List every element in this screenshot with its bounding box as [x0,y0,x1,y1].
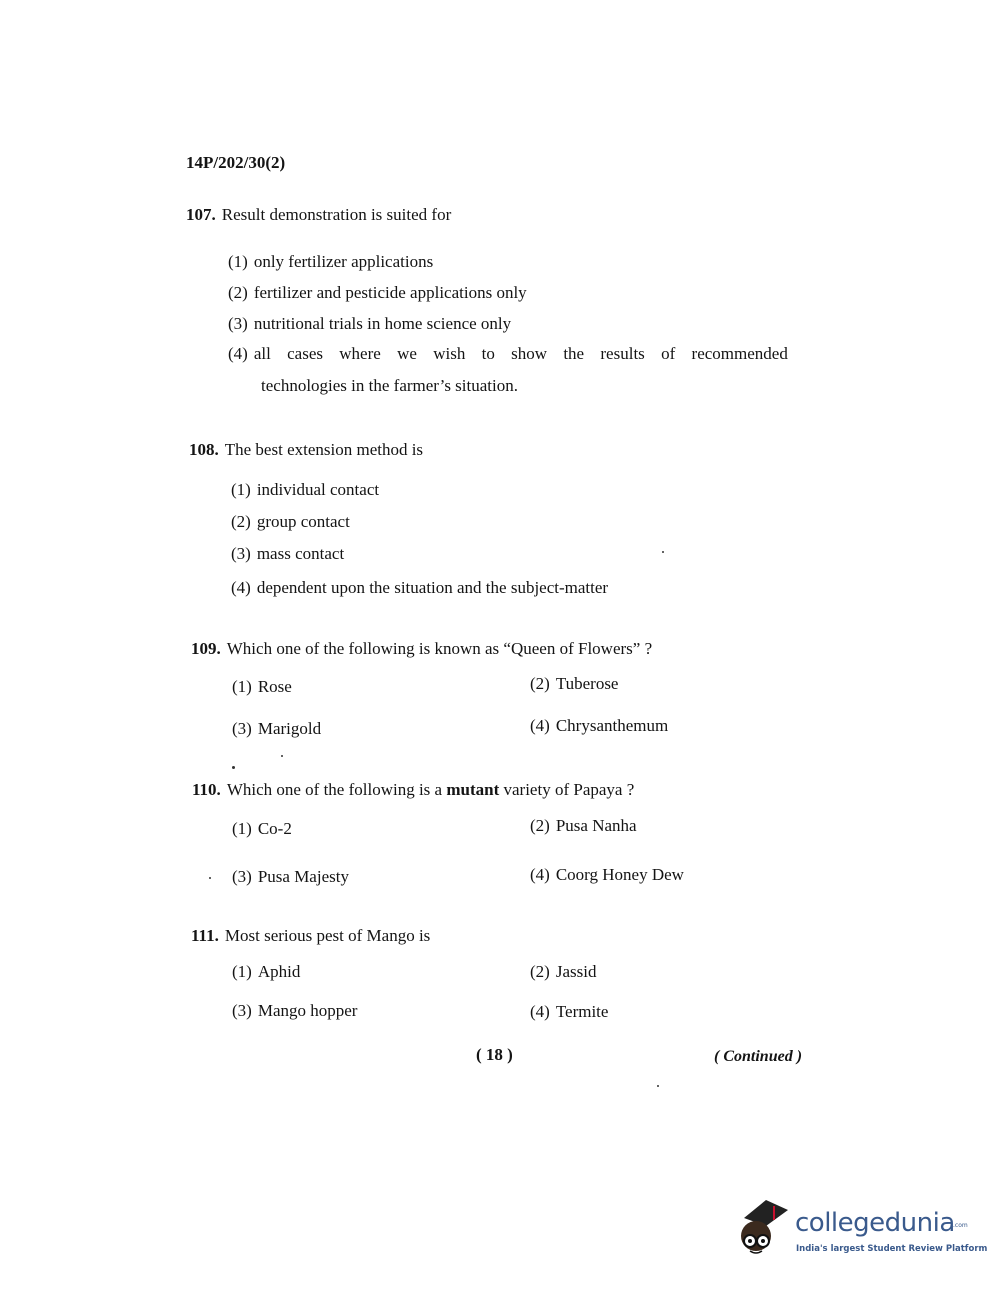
option-number: (2) [530,674,550,693]
option-text: Termite [555,1002,609,1021]
question-text-before: Which one of the following is a [226,780,447,799]
question-108 [189,438,423,462]
option-text: all cases where we wish to show the results of recommended [253,344,788,363]
option [232,960,300,984]
option [530,672,618,696]
option-text: Pusa Majesty [257,867,349,886]
question-110 [192,778,634,802]
question-107 [186,203,451,227]
option [228,281,527,305]
option-text: Jassid [555,962,597,981]
scan-speck [281,755,283,757]
scan-speck [657,1085,659,1087]
option [231,576,608,600]
option-number: (1) [232,677,252,696]
option-number: (2) [228,283,248,302]
mascot-icon [741,1200,788,1253]
option-number: (1) [232,962,252,981]
question-number: 107. [186,205,216,224]
option [232,865,349,889]
option-number: (4) [530,716,550,735]
option [530,814,637,838]
option-text: Coorg Honey Dew [555,865,684,884]
option [530,714,668,738]
option-text: fertilizer and pesticide applications only [253,283,527,302]
option-number: (1) [232,819,252,838]
option-number: (3) [232,1001,252,1020]
question-text: Most serious pest of Mango is [224,926,431,945]
option-number: (1) [228,252,248,271]
option-number: (4) [530,1002,550,1021]
option [231,510,350,534]
option-text: nutritional trials in home science only [253,314,512,333]
question-text: Result demonstration is suited for [221,205,452,224]
option-text: Chrysanthemum [555,716,669,735]
option-number: (2) [530,962,550,981]
question-text-after: variety of Papaya ? [499,780,635,799]
option-text: mass contact [256,544,345,563]
option-number: (3) [232,719,252,738]
option-number: (4) [231,578,251,597]
option-text: Aphid [257,962,301,981]
option-number: (2) [530,816,550,835]
option [231,542,344,566]
option-text: dependent upon the situation and the subject-matter [256,578,609,597]
question-number: 110. [192,780,221,799]
brand-tagline: India's largest Student Review Platform [796,1244,988,1254]
option [232,999,357,1023]
option-number: (2) [231,512,251,531]
option [232,717,321,741]
brand-name: collegedunia [795,1208,955,1238]
option-number: (3) [232,867,252,886]
option-text: Pusa Nanha [555,816,637,835]
scan-speck [232,766,235,769]
option-text: Tuberose [555,674,619,693]
paper-code: 14P/202/30(2) [186,153,286,172]
option-text: Rose [257,677,292,696]
scan-speck [209,877,211,879]
option [232,817,292,841]
option [228,342,788,366]
question-number: 108. [189,440,219,459]
option-text: individual contact [256,480,380,499]
page-number: ( 18 ) [476,1045,513,1064]
option-text: group contact [256,512,350,531]
brand-domain: .com [953,1222,968,1229]
option [228,250,433,274]
continued-label: ( Continued ) [714,1048,803,1065]
option-number: (4) [530,865,550,884]
question-text-emphasis: mutant [446,780,500,799]
option-text: Mango hopper [257,1001,358,1020]
question-text: The best extension method is [224,440,424,459]
question-text: Which one of the following is known as “Queen of Flowers” ? [226,639,653,658]
option [231,478,379,502]
option [530,863,684,887]
question-111 [191,924,430,948]
option-number: (4) [228,344,248,363]
option-number: (3) [231,544,251,563]
option-continuation: technologies in the farmer’s situation. [261,376,518,395]
question-number: 111. [191,926,219,945]
question-109 [191,637,652,661]
question-number: 109. [191,639,221,658]
option [232,675,292,699]
option-text: Marigold [257,719,322,738]
option [228,312,511,336]
scan-speck [662,551,664,553]
option-text: only fertilizer applications [253,252,434,271]
option-text: Co-2 [257,819,292,838]
option [530,1000,608,1024]
option-number: (3) [228,314,248,333]
option-number: (1) [231,480,251,499]
option [530,960,596,984]
